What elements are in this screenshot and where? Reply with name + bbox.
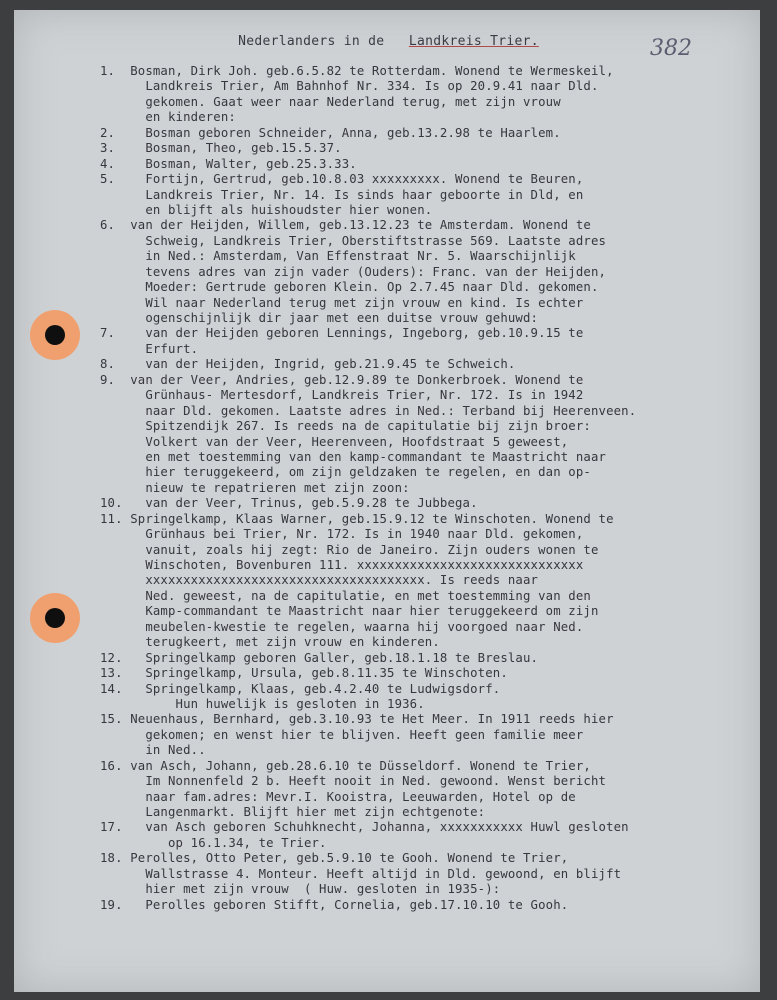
text-line: 5. Fortijn, Gertrud, geb.10.8.03 xxxxxxxxx. Wonend te Beuren, xyxy=(100,172,584,187)
text-line: Landkreis Trier, Nr. 14. Is sinds haar geboorte in Dld, en xyxy=(100,187,584,202)
text-line: 12. Springelkamp geboren Galler, geb.18.1.18 te Breslau. xyxy=(100,650,539,665)
text-line: 11. Springelkamp, Klaas Warner, geb.15.9.12 te Winschoten. Wonend te xyxy=(100,511,614,526)
text-line: in Ned.. xyxy=(100,743,206,758)
text-line: 15. Neuenhaus, Bernhard, geb.3.10.93 te Het Meer. In 1911 reeds hier xyxy=(100,712,614,727)
text-line: Wil naar Nederland terug met zijn vrouw en kind. Is echter xyxy=(100,295,584,310)
text-line: en kinderen: xyxy=(100,110,236,125)
text-line: Grünhaus bei Trier, Nr. 172. Is in 1940 naar Dld. gekomen, xyxy=(100,527,584,542)
document-body xyxy=(100,64,760,913)
text-line: Hun huwelijk is gesloten in 1936. xyxy=(100,696,425,711)
text-line: 9. van der Veer, Andries, geb.12.9.89 te Donkerbroek. Wonend te xyxy=(100,372,584,387)
text-line: tevens adres van zijn vader (Ouders): Franc. van der Heijden, xyxy=(100,264,607,279)
text-line: vanuit, zoals hij zegt: Rio de Janeiro. Zijn ouders wonen te xyxy=(100,542,599,557)
text-line: naar Dld. gekomen. Laatste adres in Ned.: Terband bij Heerenveen. xyxy=(100,403,637,418)
text-line: naar fam.adres: Mevr.I. Kooistra, Leeuwarden, Hotel op de xyxy=(100,789,576,804)
text-line: en blijft als huishoudster hier wonen. xyxy=(100,202,433,217)
text-line: ogenschijnlijk dir jaar met een duitse vrouw gehuwd: xyxy=(100,311,539,325)
text-line: Kamp-commandant te Maastricht naar hier teruggekeerd om zijn xyxy=(100,604,599,619)
title-underlined: Landkreis Trier. xyxy=(408,34,539,49)
text-line: xxxxxxxxxxxxxxxxxxxxxxxxxxxxxxxxxxxxx. Is reeds naar xyxy=(100,573,539,588)
text-line: 3. Bosman, Theo, geb.15.5.37. xyxy=(100,141,342,156)
text-line: meubelen-kwestie te regelen, waarna hij voorgoed naar Ned. xyxy=(100,619,584,634)
text-line: 2. Bosman geboren Schneider, Anna, geb.13.2.98 te Haarlem. xyxy=(100,125,561,140)
text-line: nieuw te repatrieren met zijn zoon: xyxy=(100,480,410,495)
text-line: Ned. geweest, na de capitulatie, en met toestemming van den xyxy=(100,588,591,603)
text-line: Spitzendijk 267. Is reeds na de capitulatie bij zijn broer: xyxy=(100,419,591,434)
text-line: Landkreis Trier, Am Bahnhof Nr. 334. Is op 20.9.41 naar Dld. xyxy=(100,79,599,94)
punch-hole xyxy=(30,310,80,360)
text-line: 17. van Asch geboren Schuhknecht, Johanna, xxxxxxxxxxx Huwl gesloten xyxy=(100,820,629,835)
text-line: Schweig, Landkreis Trier, Oberstiftstrasse 569. Laatste adres xyxy=(100,233,607,248)
text-line: 13. Springelkamp, Ursula, geb.8.11.35 te Winschoten. xyxy=(100,666,508,681)
text-line: en met toestemming van den kamp-commandant te Maastricht naar xyxy=(100,449,607,464)
text-line: op 16.1.34, te Trier. xyxy=(100,835,327,850)
text-line: 8. van der Heijden, Ingrid, geb.21.9.45 te Schweich. xyxy=(100,357,516,372)
text-line: terugkeert, met zijn vrouw en kinderen. xyxy=(100,635,440,650)
title-prefix: Nederlanders in de xyxy=(238,34,385,49)
text-line: 19. Perolles geboren Stifft, Cornelia, geb.17.10.10 te Gooh. xyxy=(100,897,569,912)
text-line: 7. van der Heijden geboren Lennings, Ingeborg, geb.10.9.15 te xyxy=(100,326,584,341)
text-line: in Ned.: Amsterdam, Van Effenstraat Nr. 5. Waarschijnlijk xyxy=(100,249,576,264)
text-line: Erfurt. xyxy=(100,341,199,356)
text-line: Winschoten, Bovenburen 111. xxxxxxxxxxxxxxxxxxxxxxxxxxxxxx xyxy=(100,558,584,572)
punch-hole xyxy=(30,593,80,643)
text-line: 16. van Asch, Johann, geb.28.6.10 te Düsseldorf. Wonend te Trier, xyxy=(100,758,591,773)
text-line: 14. Springelkamp, Klaas, geb.4.2.40 te Ludwigsdorf. xyxy=(100,681,501,696)
page-number: 382 xyxy=(650,36,692,61)
text-line: Grünhaus- Mertesdorf, Landkreis Trier, Nr. 172. Is in 1942 xyxy=(100,388,584,403)
text-line: 1. Bosman, Dirk Joh. geb.6.5.82 te Rotterdam. Wonend te Wermeskeil, xyxy=(100,64,614,78)
text-line: 4. Bosman, Walter, geb.25.3.33. xyxy=(100,156,357,171)
text-line: Moeder: Gertrude geboren Klein. Op 2.7.45 naar Dld. gekomen. xyxy=(100,280,599,295)
text-line: 10. van der Veer, Trinus, geb.5.9.28 te Jubbega. xyxy=(100,496,478,511)
text-line: hier met zijn vrouw ( Huw. gesloten in 1935-): xyxy=(100,882,501,897)
text-line: Volkert van der Veer, Heerenveen, Hoofdstraat 5 geweest, xyxy=(100,434,569,449)
text-line: hier teruggekeerd, om zijn geldzaken te regelen, en dan op- xyxy=(100,465,591,480)
text-line: Wallstrasse 4. Monteur. Heeft altijd in Dld. gewoond, en blijft xyxy=(100,866,622,881)
text-line: gekomen. Gaat weer naar Nederland terug, met zijn vrouw xyxy=(100,94,561,109)
text-line: 6. van der Heijden, Willem, geb.13.12.23 te Amsterdam. Wonend te xyxy=(100,218,591,233)
text-line: Im Nonnenfeld 2 b. Heeft nooit in Ned. gewoond. Wenst bericht xyxy=(100,774,607,789)
text-line: gekomen; en wenst hier te blijven. Heeft geen familie meer xyxy=(100,727,584,742)
text-line: 18. Perolles, Otto Peter, geb.5.9.10 te Gooh. Wonend te Trier, xyxy=(100,851,569,866)
text-line: Langenmarkt. Blijft hier met zijn echtgenote: xyxy=(100,805,486,819)
